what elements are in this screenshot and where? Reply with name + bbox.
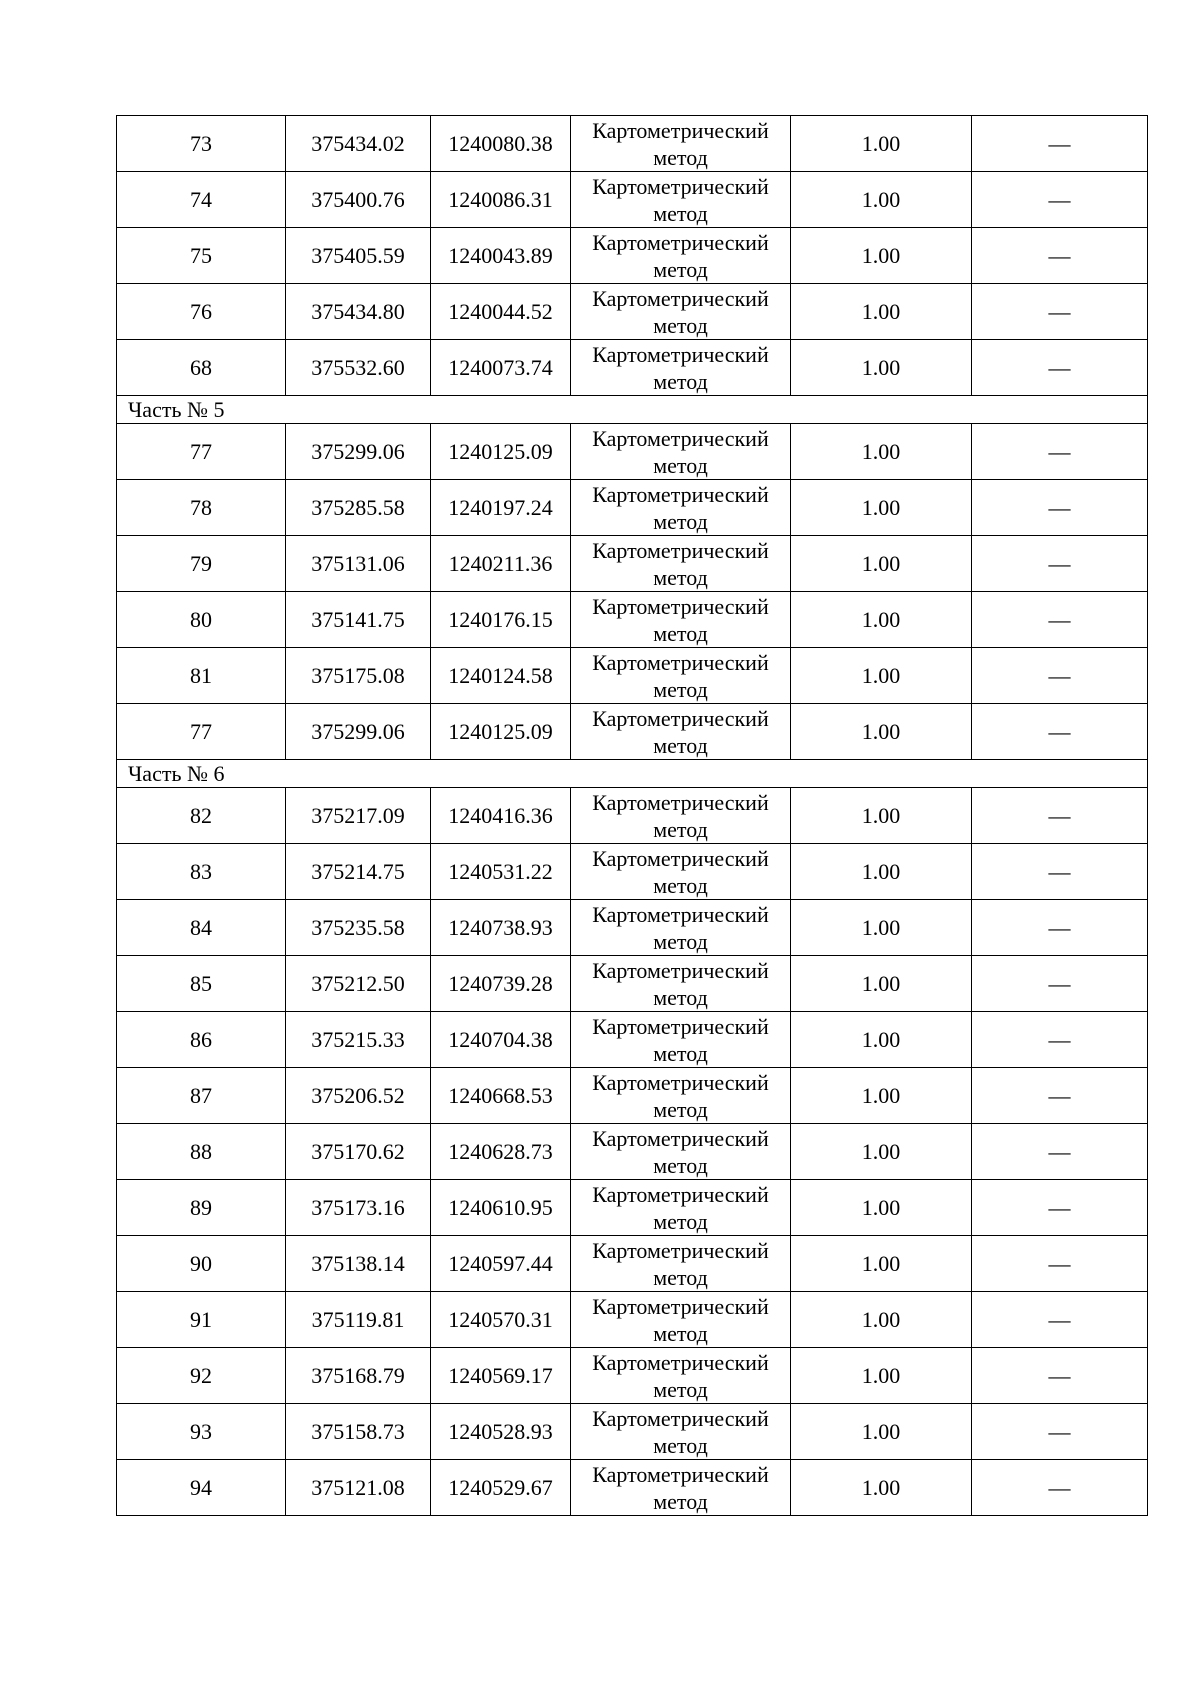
method-line-1: Картометрический bbox=[592, 789, 769, 815]
coordinate-x-cell: 375170.62 bbox=[286, 1124, 431, 1180]
note-cell: — bbox=[972, 1236, 1148, 1292]
note-cell: — bbox=[972, 480, 1148, 536]
precision-cell: 1.00 bbox=[791, 592, 972, 648]
coordinate-x-cell: 375206.52 bbox=[286, 1068, 431, 1124]
coordinate-y-cell: 1240628.73 bbox=[431, 1124, 571, 1180]
note-cell: — bbox=[972, 704, 1148, 760]
coordinate-x-cell: 375141.75 bbox=[286, 592, 431, 648]
method-line-2: метод bbox=[653, 564, 708, 590]
part-label: Часть № 5 bbox=[117, 396, 1148, 424]
table-row bbox=[117, 1236, 1148, 1292]
coordinate-x-cell: 375400.76 bbox=[286, 172, 431, 228]
method-cell bbox=[571, 536, 791, 592]
method-line-2: метод bbox=[653, 984, 708, 1010]
method-line-1: Картометрический bbox=[592, 1293, 769, 1319]
coordinate-x-cell: 375532.60 bbox=[286, 340, 431, 396]
method-cell bbox=[571, 1348, 791, 1404]
precision-cell: 1.00 bbox=[791, 1068, 972, 1124]
coordinate-y-cell: 1240197.24 bbox=[431, 480, 571, 536]
point-number-cell: 76 bbox=[117, 284, 286, 340]
method-line-1: Картометрический bbox=[592, 705, 769, 731]
coordinate-x-cell: 375168.79 bbox=[286, 1348, 431, 1404]
coordinate-x-cell: 375285.58 bbox=[286, 480, 431, 536]
coordinate-y-cell: 1240080.38 bbox=[431, 116, 571, 172]
point-number-cell: 89 bbox=[117, 1180, 286, 1236]
precision-cell: 1.00 bbox=[791, 1236, 972, 1292]
coordinate-y-cell: 1240176.15 bbox=[431, 592, 571, 648]
method-cell bbox=[571, 172, 791, 228]
point-number-cell: 88 bbox=[117, 1124, 286, 1180]
coordinate-x-cell: 375212.50 bbox=[286, 956, 431, 1012]
method-cell bbox=[571, 592, 791, 648]
method-line-2: метод bbox=[653, 1432, 708, 1458]
precision-cell: 1.00 bbox=[791, 1460, 972, 1516]
coordinate-x-cell: 375215.33 bbox=[286, 1012, 431, 1068]
table-row bbox=[117, 228, 1148, 284]
coordinate-y-cell: 1240569.17 bbox=[431, 1348, 571, 1404]
coordinate-y-cell: 1240125.09 bbox=[431, 424, 571, 480]
method-line-1: Картометрический bbox=[592, 537, 769, 563]
table-row bbox=[117, 592, 1148, 648]
method-line-1: Картометрический bbox=[592, 1349, 769, 1375]
point-number-cell: 94 bbox=[117, 1460, 286, 1516]
coordinate-x-cell: 375119.81 bbox=[286, 1292, 431, 1348]
table-row bbox=[117, 1180, 1148, 1236]
note-cell: — bbox=[972, 1460, 1148, 1516]
note-cell: — bbox=[972, 1404, 1148, 1460]
method-cell bbox=[571, 340, 791, 396]
coordinate-y-cell: 1240739.28 bbox=[431, 956, 571, 1012]
table-row bbox=[117, 1292, 1148, 1348]
point-number-cell: 93 bbox=[117, 1404, 286, 1460]
method-line-1: Картометрический bbox=[592, 1013, 769, 1039]
coordinate-x-cell: 375131.06 bbox=[286, 536, 431, 592]
table-row bbox=[117, 1348, 1148, 1404]
table-row bbox=[117, 844, 1148, 900]
table-row bbox=[117, 1460, 1148, 1516]
note-cell: — bbox=[972, 116, 1148, 172]
method-cell bbox=[571, 1236, 791, 1292]
table-row bbox=[117, 340, 1148, 396]
method-line-1: Картометрический bbox=[592, 957, 769, 983]
note-cell: — bbox=[972, 424, 1148, 480]
coordinate-x-cell: 375217.09 bbox=[286, 788, 431, 844]
table-row bbox=[117, 704, 1148, 760]
point-number-cell: 78 bbox=[117, 480, 286, 536]
method-line-1: Картометрический bbox=[592, 341, 769, 367]
method-cell bbox=[571, 284, 791, 340]
part-label: Часть № 6 bbox=[117, 760, 1148, 788]
method-cell bbox=[571, 228, 791, 284]
note-cell: — bbox=[972, 1068, 1148, 1124]
method-line-2: метод bbox=[653, 872, 708, 898]
method-line-1: Картометрический bbox=[592, 593, 769, 619]
method-cell bbox=[571, 1292, 791, 1348]
coordinate-y-cell: 1240531.22 bbox=[431, 844, 571, 900]
precision-cell: 1.00 bbox=[791, 1348, 972, 1404]
method-line-1: Картометрический bbox=[592, 1461, 769, 1487]
method-line-2: метод bbox=[653, 508, 708, 534]
method-line-1: Картометрический bbox=[592, 173, 769, 199]
precision-cell: 1.00 bbox=[791, 648, 972, 704]
note-cell: — bbox=[972, 1180, 1148, 1236]
point-number-cell: 85 bbox=[117, 956, 286, 1012]
method-line-1: Картометрический bbox=[592, 481, 769, 507]
method-cell bbox=[571, 1180, 791, 1236]
coordinate-y-cell: 1240528.93 bbox=[431, 1404, 571, 1460]
note-cell: — bbox=[972, 1124, 1148, 1180]
coordinate-y-cell: 1240610.95 bbox=[431, 1180, 571, 1236]
precision-cell: 1.00 bbox=[791, 1124, 972, 1180]
precision-cell: 1.00 bbox=[791, 172, 972, 228]
coordinate-y-cell: 1240125.09 bbox=[431, 704, 571, 760]
point-number-cell: 84 bbox=[117, 900, 286, 956]
coordinates-table-body bbox=[117, 116, 1148, 1516]
method-line-2: метод bbox=[653, 1208, 708, 1234]
method-cell bbox=[571, 116, 791, 172]
table-row bbox=[117, 900, 1148, 956]
coordinate-y-cell: 1240704.38 bbox=[431, 1012, 571, 1068]
coordinate-y-cell: 1240211.36 bbox=[431, 536, 571, 592]
table-row bbox=[117, 480, 1148, 536]
point-number-cell: 77 bbox=[117, 424, 286, 480]
point-number-cell: 73 bbox=[117, 116, 286, 172]
table-row bbox=[117, 1404, 1148, 1460]
point-number-cell: 91 bbox=[117, 1292, 286, 1348]
coordinate-y-cell: 1240668.53 bbox=[431, 1068, 571, 1124]
note-cell: — bbox=[972, 172, 1148, 228]
coordinate-x-cell: 375299.06 bbox=[286, 424, 431, 480]
method-cell bbox=[571, 424, 791, 480]
method-line-2: метод bbox=[653, 200, 708, 226]
method-cell bbox=[571, 1124, 791, 1180]
precision-cell: 1.00 bbox=[791, 1404, 972, 1460]
point-number-cell: 68 bbox=[117, 340, 286, 396]
method-line-2: метод bbox=[653, 1376, 708, 1402]
precision-cell: 1.00 bbox=[791, 340, 972, 396]
note-cell: — bbox=[972, 1012, 1148, 1068]
note-cell: — bbox=[972, 340, 1148, 396]
note-cell: — bbox=[972, 956, 1148, 1012]
precision-cell: 1.00 bbox=[791, 424, 972, 480]
note-cell: — bbox=[972, 648, 1148, 704]
method-line-2: метод bbox=[653, 1096, 708, 1122]
precision-cell: 1.00 bbox=[791, 1292, 972, 1348]
coordinate-x-cell: 375299.06 bbox=[286, 704, 431, 760]
method-line-1: Картометрический bbox=[592, 425, 769, 451]
method-cell bbox=[571, 648, 791, 704]
method-line-2: метод bbox=[653, 256, 708, 282]
precision-cell: 1.00 bbox=[791, 704, 972, 760]
precision-cell: 1.00 bbox=[791, 900, 972, 956]
method-line-2: метод bbox=[653, 676, 708, 702]
method-cell bbox=[571, 956, 791, 1012]
coordinates-table bbox=[116, 115, 1148, 1516]
coordinate-x-cell: 375138.14 bbox=[286, 1236, 431, 1292]
part-header-row bbox=[117, 760, 1148, 788]
coordinate-y-cell: 1240044.52 bbox=[431, 284, 571, 340]
method-line-1: Картометрический bbox=[592, 117, 769, 143]
method-line-2: метод bbox=[653, 1040, 708, 1066]
coordinate-y-cell: 1240086.31 bbox=[431, 172, 571, 228]
coordinate-x-cell: 375214.75 bbox=[286, 844, 431, 900]
part-header-row bbox=[117, 396, 1148, 424]
method-cell bbox=[571, 1460, 791, 1516]
method-line-1: Картометрический bbox=[592, 229, 769, 255]
coordinate-y-cell: 1240043.89 bbox=[431, 228, 571, 284]
coordinate-y-cell: 1240570.31 bbox=[431, 1292, 571, 1348]
method-line-2: метод bbox=[653, 312, 708, 338]
coordinate-x-cell: 375158.73 bbox=[286, 1404, 431, 1460]
coordinate-x-cell: 375173.16 bbox=[286, 1180, 431, 1236]
precision-cell: 1.00 bbox=[791, 536, 972, 592]
method-line-1: Картометрический bbox=[592, 285, 769, 311]
table-row bbox=[117, 648, 1148, 704]
method-cell bbox=[571, 1012, 791, 1068]
precision-cell: 1.00 bbox=[791, 956, 972, 1012]
note-cell: — bbox=[972, 900, 1148, 956]
method-line-2: метод bbox=[653, 732, 708, 758]
method-line-1: Картометрический bbox=[592, 1181, 769, 1207]
coordinate-y-cell: 1240597.44 bbox=[431, 1236, 571, 1292]
method-line-2: метод bbox=[653, 1152, 708, 1178]
coordinate-y-cell: 1240416.36 bbox=[431, 788, 571, 844]
table-row bbox=[117, 424, 1148, 480]
method-line-2: метод bbox=[653, 368, 708, 394]
precision-cell: 1.00 bbox=[791, 116, 972, 172]
method-cell bbox=[571, 844, 791, 900]
point-number-cell: 83 bbox=[117, 844, 286, 900]
coordinate-x-cell: 375405.59 bbox=[286, 228, 431, 284]
method-line-2: метод bbox=[653, 928, 708, 954]
point-number-cell: 77 bbox=[117, 704, 286, 760]
note-cell: — bbox=[972, 844, 1148, 900]
method-cell bbox=[571, 1404, 791, 1460]
note-cell: — bbox=[972, 284, 1148, 340]
method-line-1: Картометрический bbox=[592, 649, 769, 675]
table-row bbox=[117, 956, 1148, 1012]
method-line-2: метод bbox=[653, 816, 708, 842]
coordinate-y-cell: 1240073.74 bbox=[431, 340, 571, 396]
table-row bbox=[117, 1124, 1148, 1180]
point-number-cell: 74 bbox=[117, 172, 286, 228]
method-cell bbox=[571, 788, 791, 844]
precision-cell: 1.00 bbox=[791, 480, 972, 536]
method-cell bbox=[571, 1068, 791, 1124]
method-line-1: Картометрический bbox=[592, 845, 769, 871]
method-line-1: Картометрический bbox=[592, 1125, 769, 1151]
method-line-1: Картометрический bbox=[592, 901, 769, 927]
point-number-cell: 81 bbox=[117, 648, 286, 704]
point-number-cell: 87 bbox=[117, 1068, 286, 1124]
coordinate-x-cell: 375434.02 bbox=[286, 116, 431, 172]
table-row bbox=[117, 536, 1148, 592]
point-number-cell: 82 bbox=[117, 788, 286, 844]
point-number-cell: 79 bbox=[117, 536, 286, 592]
note-cell: — bbox=[972, 788, 1148, 844]
coordinate-x-cell: 375121.08 bbox=[286, 1460, 431, 1516]
note-cell: — bbox=[972, 592, 1148, 648]
note-cell: — bbox=[972, 1292, 1148, 1348]
note-cell: — bbox=[972, 1348, 1148, 1404]
method-line-2: метод bbox=[653, 1488, 708, 1514]
method-line-2: метод bbox=[653, 1320, 708, 1346]
precision-cell: 1.00 bbox=[791, 788, 972, 844]
table-row bbox=[117, 1012, 1148, 1068]
table-row bbox=[117, 172, 1148, 228]
coordinate-y-cell: 1240738.93 bbox=[431, 900, 571, 956]
point-number-cell: 92 bbox=[117, 1348, 286, 1404]
point-number-cell: 86 bbox=[117, 1012, 286, 1068]
table-row bbox=[117, 788, 1148, 844]
precision-cell: 1.00 bbox=[791, 1180, 972, 1236]
coordinate-y-cell: 1240124.58 bbox=[431, 648, 571, 704]
point-number-cell: 90 bbox=[117, 1236, 286, 1292]
note-cell: — bbox=[972, 536, 1148, 592]
coordinate-x-cell: 375235.58 bbox=[286, 900, 431, 956]
precision-cell: 1.00 bbox=[791, 284, 972, 340]
method-line-2: метод bbox=[653, 1264, 708, 1290]
method-line-1: Картометрический bbox=[592, 1069, 769, 1095]
method-line-2: метод bbox=[653, 144, 708, 170]
method-line-2: метод bbox=[653, 620, 708, 646]
point-number-cell: 80 bbox=[117, 592, 286, 648]
coordinate-x-cell: 375175.08 bbox=[286, 648, 431, 704]
table-row bbox=[117, 1068, 1148, 1124]
precision-cell: 1.00 bbox=[791, 844, 972, 900]
precision-cell: 1.00 bbox=[791, 228, 972, 284]
table-row bbox=[117, 284, 1148, 340]
method-line-2: метод bbox=[653, 452, 708, 478]
coordinate-y-cell: 1240529.67 bbox=[431, 1460, 571, 1516]
table-row bbox=[117, 116, 1148, 172]
note-cell: — bbox=[972, 228, 1148, 284]
method-cell bbox=[571, 480, 791, 536]
precision-cell: 1.00 bbox=[791, 1012, 972, 1068]
method-cell bbox=[571, 900, 791, 956]
coordinate-x-cell: 375434.80 bbox=[286, 284, 431, 340]
point-number-cell: 75 bbox=[117, 228, 286, 284]
method-line-1: Картометрический bbox=[592, 1405, 769, 1431]
method-line-1: Картометрический bbox=[592, 1237, 769, 1263]
method-cell bbox=[571, 704, 791, 760]
